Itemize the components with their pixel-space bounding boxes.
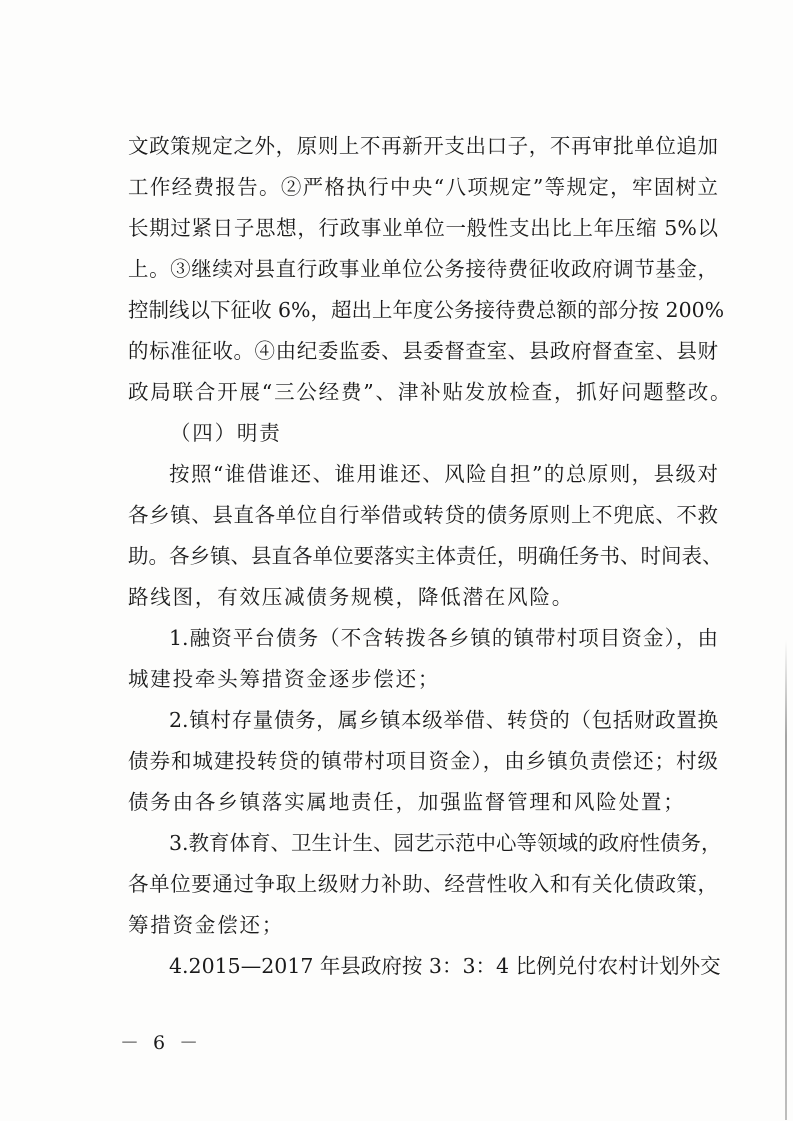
- text-line-9: 按照“谁借谁还、谁用谁还、风险自担”的总原则，县级对: [169, 462, 718, 486]
- text-line-7: 政局联合开展“三公经费”、津补贴发放检查，抓好问题整改。: [128, 380, 733, 404]
- list-item-4-line-1: 4.2015—2017 年县政府按 3：3：4 比例兑付农村计划外交: [169, 954, 721, 978]
- list-item-2-line-2: 债券和城建投转贷的镇带村项目资金），由乡镇负责偿还；村级: [128, 749, 718, 773]
- text-line-3: 长期过紧日子思想，行政事业单位一般性支出比上年压缩 5%以: [128, 216, 718, 240]
- list-item-2-line-3: 债务由各乡镇落实属地责任，加强监督管理和风险处置；: [128, 790, 686, 814]
- text-line-11: 助。各乡镇、县直各单位要落实主体责任，明确任务书、时间表、: [128, 544, 723, 568]
- list-item-2-line-1: 2.镇村存量债务，属乡镇本级举借、转贷的（包括财政置换: [169, 708, 718, 732]
- text-line-1: 文政策规定之外，原则上不再新开支出口子，不再审批单位追加: [128, 134, 718, 158]
- text-line-10: 各乡镇、县直各单位自行举借或转贷的债务原则上不兜底、不救: [128, 503, 718, 527]
- list-item-3-line-3: 筹措资金偿还；: [128, 913, 285, 937]
- list-item-1-line-2: 城建投牵头筹措资金逐步偿还；: [128, 667, 441, 691]
- body-text: [128, 126, 733, 987]
- list-item-1-line-1: 1.融资平台债务（不含转拨各乡镇的镇带村项目资金），由: [169, 626, 718, 650]
- text-line-6: 的标准征收。④由纪委监委、县委督查室、县政府督查室、县财: [128, 339, 718, 363]
- text-line-2: 工作经费报告。②严格执行中央“八项规定”等规定，牢固树立: [128, 175, 718, 199]
- section-heading: （四）明责: [170, 421, 282, 445]
- scan-edge-shadow: [785, 640, 787, 1120]
- text-line-4: 上。③继续对县直行政事业单位公务接待费征收政府调节基金，: [128, 257, 718, 281]
- text-line-12: 路线图，有效压减债务规模，降低潜在风险。: [128, 585, 574, 609]
- text-line-5: 控制线以下征收 6%，超出上年度公务接待费总额的部分按 200%: [128, 298, 725, 322]
- list-item-3-line-2: 各单位要通过争取上级财力补助、经营性收入和有关化债政策，: [128, 872, 718, 896]
- list-item-3-line-1: 3.教育体育、卫生计生、园艺示范中心等领域的政府性债务，: [169, 831, 722, 855]
- page-number: － 6 －: [120, 1032, 203, 1054]
